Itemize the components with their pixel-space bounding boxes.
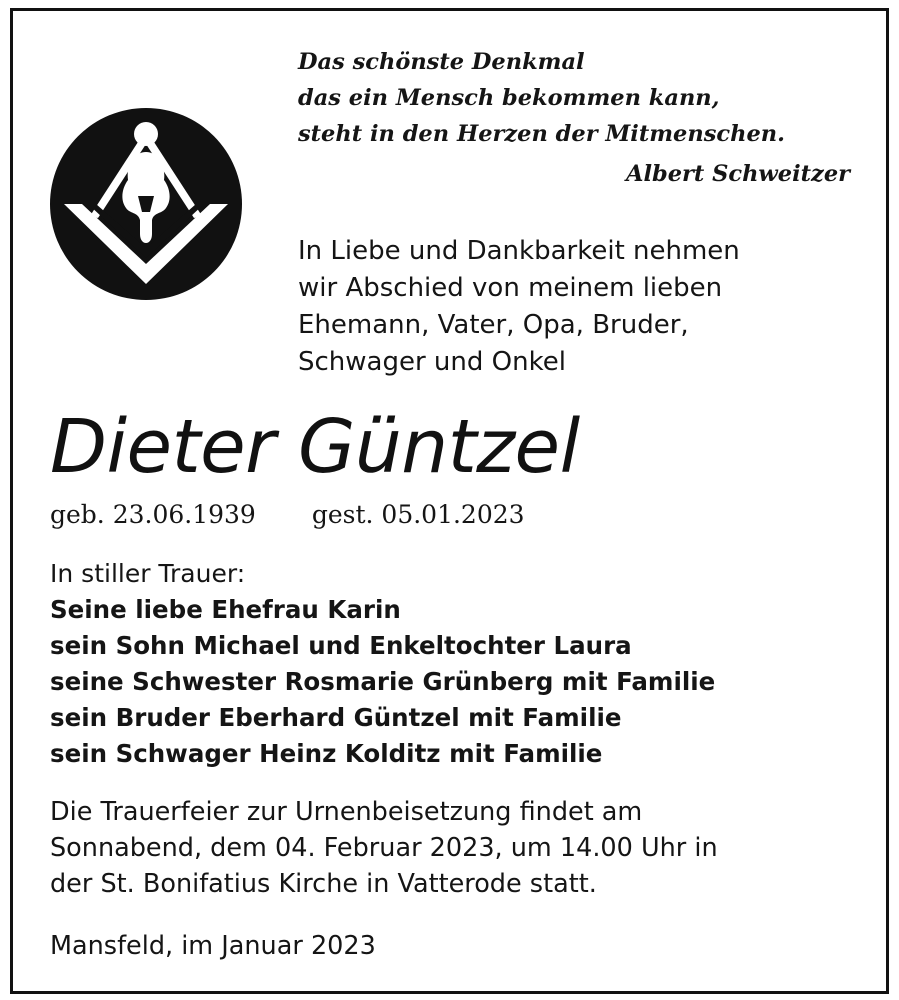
- mourner-entry: sein Sohn Michael und Enkeltochter Laura: [50, 631, 632, 660]
- funeral-details: [50, 794, 850, 902]
- memorial-quote: [298, 44, 858, 192]
- birth-date: geb. 23.06.1939: [50, 500, 256, 529]
- funeral-line: Die Trauerfeier zur Urnenbeisetzung findet am: [50, 797, 643, 827]
- farewell-line: wir Abschied von meinem lieben: [298, 273, 723, 303]
- quote-line: Das schönste Denkmal: [298, 49, 585, 75]
- quote-line: das ein Mensch bekommen kann,: [298, 85, 720, 111]
- mourners-list: [50, 556, 850, 772]
- death-date: gest. 05.01.2023: [311, 500, 525, 529]
- funeral-line: der St. Bonifatius Kirche in Vatterode statt.: [50, 869, 597, 899]
- mourners-heading: In stiller Trauer:: [50, 559, 246, 588]
- mourner-entry: seine Schwester Rosmarie Grünberg mit Familie: [50, 667, 716, 696]
- funeral-line: Sonnabend, dem 04. Februar 2023, um 14.00 Uhr in: [50, 833, 718, 863]
- farewell-line: Schwager und Onkel: [298, 347, 566, 377]
- farewell-line: Ehemann, Vater, Opa, Bruder,: [298, 310, 689, 340]
- place-and-date: Mansfeld, im Januar 2023: [50, 931, 376, 961]
- mourner-entry: Seine liebe Ehefrau Karin: [50, 595, 401, 624]
- masonic-square-and-compass-icon: [50, 108, 242, 300]
- mourner-entry: sein Schwager Heinz Kolditz mit Familie: [50, 739, 603, 768]
- mourner-entry: sein Bruder Eberhard Güntzel mit Familie: [50, 703, 622, 732]
- life-dates: [50, 497, 525, 533]
- deceased-name: Dieter Güntzel: [50, 404, 580, 490]
- farewell-line: In Liebe und Dankbarkeit nehmen: [298, 236, 740, 266]
- farewell-text: [298, 233, 858, 381]
- quote-author: Albert Schweitzer: [625, 161, 850, 187]
- quote-line: steht in den Herzen der Mitmenschen.: [298, 121, 785, 147]
